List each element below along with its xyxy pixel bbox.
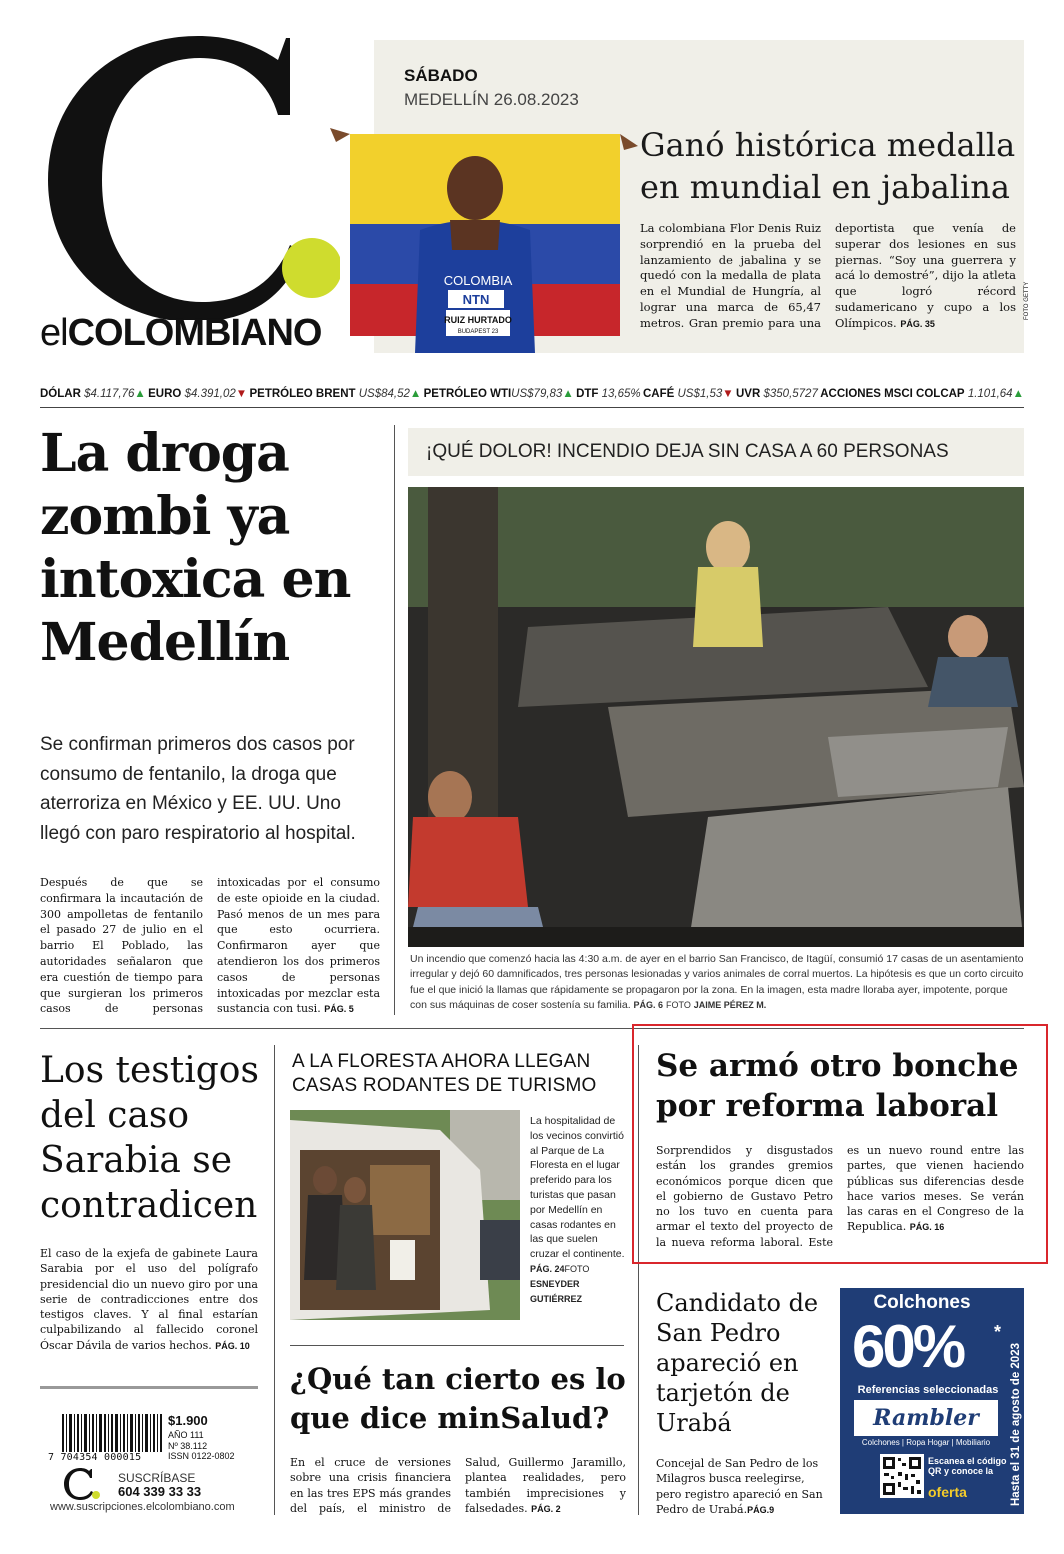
sanpedro-body: Concejal de San Pedro de los Milagros busca reelegirse, pero registro apareció en San Pedro de Urabá.PÁG.9 — [656, 1457, 823, 1516]
ticker-dolar: DÓLAR $4.117,76▲ — [40, 387, 146, 400]
fire-credit-name: JAIME PÉREZ M. — [693, 999, 767, 1010]
subscribe-label: SUSCRÍBASE — [118, 1471, 196, 1485]
ad-brand-tagline: Colchones | Ropa Hogar | Mobiliario — [861, 1438, 991, 1447]
minsalud-headline: ¿Qué tan cierto es lo que dice minSalud? — [290, 1362, 626, 1435]
lead-body: La colombiana Flor Denis Ruiz sorprendió en la prueba del lanzamiento de jabalina y se quedó con la medalla de plata en el Mundial de Hungría, al lograr una marca de 65,47 metros. Gran premio para una deportista que venía de superar dos lesiones en sus piernas. “Soy una guerrera y acá lo demostré”, dijo la atleta que logró récord sudamericano y cupo a los Olímpicos. PÁG. 35 — [640, 221, 1016, 330]
small-logo-icon — [62, 1466, 102, 1502]
main-body: Después de que se confirmara la incautación de 300 ampolletas de fentanilo el pasado 27 de julio en el barrio El Poblado, las autoridades señalaron que era cuestión de tiempo para que surgieran los primeros casos de personas intoxicadas por el consumo de este opioide en la ciudad. Pasó menos de un mes para que esto ocurriera. Confirmaron ayer que atendieron los dos primeros casos de personas intoxicadas por mezclar esta sustancia con tusi. PÁG. 5 — [40, 876, 380, 1016]
minsalud-body: En el cruce de versiones sobre una crisis financiera en las tres EPS más grandes del país, el ministro de Salud, Guillermo Jaramillo, plantea realidades, pero también imprecisiones y falsedades. PÁG. 2 — [290, 1456, 626, 1515]
bib-name: RUIZ HURTADO — [444, 315, 512, 325]
rambler-ad[interactable] — [840, 1288, 1024, 1514]
minsalud-page-ref: PÁG. 2 — [531, 1503, 561, 1514]
floresta-photo — [290, 1110, 520, 1320]
ad-discount: 60% — [852, 1313, 964, 1380]
ad-brand-logo: Rambler — [854, 1400, 998, 1436]
sanpedro-page-ref: PÁG.9 — [747, 1504, 775, 1515]
fire-photo — [408, 487, 1024, 947]
fire-credit-label: FOTO — [665, 999, 691, 1010]
ticker-colcap: ACCIONES MSCI COLCAP 1.101,64▲ — [820, 387, 1024, 400]
reforma-body: Sorprendidos y disgustados están los grandes gremios económicos porque dicen que el gobierno de Gustavo Petro no los tuvo en cuenta para armar el texto del proyecto de la nueva reforma laboral. Este es un nuevo round entre las partes, que vienen haciendo públicas sus diferencias desde hace varios meses. Se verán las caras en el Congreso de la Republica. PÁG. 16 — [656, 1144, 1024, 1249]
masthead-logo — [40, 20, 340, 320]
sarabia-body: El caso de la exjefa de gabinete Laura Sarabia por el uso del polígrafo presidencial dio un nuevo giro por una serie de contradicciones entre dos testigos claves. Y al final estarían culpabilizando al fallecido coronel Óscar Dávila de varios hechos. PÁG. 10 — [40, 1247, 258, 1352]
ad-headline: Colchones — [873, 1292, 971, 1313]
issue-year: AÑO 111 — [168, 1430, 204, 1440]
main-subheadline: Se confirman primeros dos casos por consumo de fentanilo, la droga que aterroriza en México y EE. UU. Uno llegó con paro respiratorio al hospital. — [40, 734, 356, 844]
main-headline: La droga zombi ya intoxica en Medellín — [40, 423, 351, 673]
market-ticker — [40, 380, 1024, 408]
issue-info — [168, 1430, 235, 1462]
edition-day: SÁBADO — [404, 66, 478, 85]
ticker-brent: PETRÓLEO BRENT US$84,52▲ — [249, 387, 422, 400]
floresta-body: La hospitalidad de los vecinos convirtió al Parque de La Floresta en el lugar preferido para los turistas que pasan por Medellín en casas rodantes en las que suelen cruzar el continente. PÁG. 24FOTO ESNEYDER GUTIÉRREZ — [530, 1115, 625, 1304]
fire-caption: Un incendio que comenzó hacia las 4:30 a.m. de ayer en el barrio San Francisco, de Itagüí, consumió 17 casas de un asentamiento irregular y dejó 60 damnificados, tres personas lesionadas y varios animales de corral muertos. La hipótesis es que un corto circuito fue el que inició la llamas que rápidamente se propagaron por la zona. En la imagen, esta madre lloraba ayer, impotente, porque con sus máquinas de coser sostenía su familia. PÁG. 6 FOTO JAIME PÉREZ M. — [410, 953, 1024, 1011]
subscribe-url[interactable]: www.suscripciones.elcolombiano.com — [50, 1501, 235, 1513]
ticker-wti: PETRÓLEO WTIUS$79,83▲ — [423, 387, 574, 400]
floresta-page-ref: PÁG. 24 — [530, 1263, 565, 1274]
ticker-euro: EURO $4.391,02▼ — [148, 387, 248, 400]
ad-asterisk: * — [994, 1322, 1002, 1342]
floresta-divider — [290, 1345, 624, 1346]
barcode-digits: 7 704354 000015 — [48, 1452, 142, 1463]
subscribe-phone[interactable]: 604 339 33 33 — [118, 1484, 202, 1499]
floresta-credit-name: ESNEYDER GUTIÉRREZ — [530, 1278, 583, 1304]
floresta-credit-label: FOTO — [564, 1263, 590, 1274]
sarabia-headline: Los testigos del caso Sarabia se contradicen — [40, 1050, 259, 1226]
sarabia-page-ref: PÁG. 10 — [215, 1340, 250, 1351]
issue-issn: ISSN 0122-0802 — [168, 1451, 235, 1461]
lead-photo-athlete — [330, 120, 640, 353]
column-divider — [394, 425, 395, 1015]
sanpedro-headline: Candidato de San Pedro apareció en tarjetón de Urabá — [656, 1289, 819, 1437]
ad-scan-text: Escanea el código QR y conoce la — [928, 1456, 1007, 1476]
floresta-headline: A LA FLORESTA AHORA LLEGAN CASAS RODANTES DE TURISMO — [292, 1051, 597, 1096]
masthead-wordmark: elCOLOMBIANO — [40, 312, 322, 354]
ad-validity: Hasta el 31 de agosto de 2023 — [1010, 1343, 1022, 1506]
main-page-ref: PÁG. 5 — [324, 1004, 354, 1015]
column-divider — [274, 1045, 275, 1515]
ticker-dtf: DTF 13,65% — [576, 387, 641, 400]
ad-references: Referencias seleccionadas — [857, 1384, 999, 1396]
fire-kicker: ¡QUÉ DOLOR! INCENDIO DEJA SIN CASA A 60 PERSONAS — [408, 428, 1024, 476]
lead-photo-credit: FOTO GETTY — [1024, 281, 1030, 320]
sarabia-divider — [40, 1386, 258, 1389]
reforma-headline: Se armó otro bonche por reforma laboral — [656, 1048, 1019, 1124]
barcode-icon — [62, 1414, 162, 1452]
ticker-uvr: UVR $350,5727 — [736, 387, 818, 400]
issue-price: $1.900 — [168, 1413, 208, 1428]
qr-code-icon[interactable] — [880, 1454, 924, 1498]
edition-date: MEDELLÍN 26.08.2023 — [404, 90, 579, 109]
bib-sponsor: NTN — [462, 292, 490, 307]
lead-page-ref: PÁG. 35 — [900, 318, 935, 329]
lead-headline: Ganó histórica medalla en mundial en jabalina — [640, 126, 1016, 206]
fire-page-ref: PÁG. 6 — [633, 999, 664, 1010]
issue-number: Nº 38.112 — [168, 1440, 208, 1451]
bib-city: BUDAPEST 23 — [457, 329, 499, 335]
ad-offer-text: oferta — [928, 1484, 967, 1500]
bib-country: COLOMBIA — [443, 273, 513, 288]
reforma-page-ref: PÁG. 16 — [909, 1222, 945, 1233]
ticker-cafe: CAFÉ US$1,53▼ — [642, 387, 734, 400]
